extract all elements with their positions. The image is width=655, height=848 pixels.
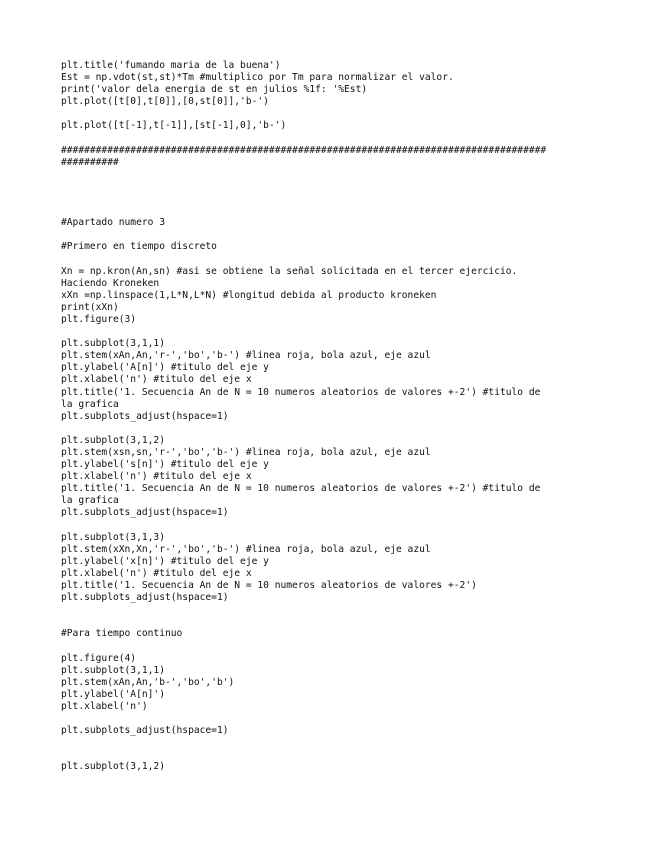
code-line: xXn =np.linspace(1,L*N,L*N) #longitud debida al producto kroneken [61, 289, 437, 301]
code-line: plt.ylabel('A[n]') #titulo del eje y [61, 362, 269, 374]
code-line: plt.title('1. Secuencia An de N = 10 numeros aleatorios de valores +-2') [61, 580, 477, 592]
code-line: plt.plot([t[0],t[0]],[0,st[0]],'b-') [61, 96, 269, 108]
code-line: plt.xlabel('n') #titulo del eje x [61, 374, 252, 386]
blank-line [61, 229, 601, 241]
code-line: plt.ylabel('A[n]') [61, 688, 165, 700]
code-line: plt.title('1. Secuencia An de N = 10 numeros aleatorios de valores +-2') #titulo de [61, 483, 541, 495]
blank-line [61, 205, 601, 217]
code-line: la grafica [61, 398, 119, 410]
blank-line [61, 641, 601, 653]
blank-line [61, 108, 601, 120]
blank-line [61, 713, 601, 725]
code-line: plt.ylabel('s[n]') #titulo del eje y [61, 459, 269, 471]
code-line: plt.stem(xXn,Xn,'r-','bo','b-') #linea roja, bola azul, eje azul [61, 543, 431, 555]
code-line: plt.xlabel('n') #titulo del eje x [61, 471, 252, 483]
blank-line [61, 169, 601, 181]
code-line: plt.subplots_adjust(hspace=1) [61, 592, 229, 604]
code-line: plt.subplots_adjust(hspace=1) [61, 725, 229, 737]
code-line: plt.subplot(3,1,2) [61, 761, 165, 773]
blank-line [61, 423, 601, 435]
code-line: #Apartado numero 3 [61, 217, 165, 229]
code-line: plt.stem(xsn,sn,'r-','bo','b-') #linea roja, bola azul, eje azul [61, 447, 431, 458]
code-line: plt.xlabel('n') #titulo del eje x [61, 567, 252, 579]
code-line: plt.plot([t[-1],t[-1]],[st[-1],0],'b-') [61, 120, 287, 132]
code-line: plt.subplots_adjust(hspace=1) [61, 410, 229, 422]
code-line: plt.title('1. Secuencia An de N = 10 numeros aleatorios de valores +-2') #titulo de [61, 386, 541, 398]
code-line: Xn = np.kron(An,sn) #asi se obtiene la señal solicitada en el tercer ejercicio. [61, 265, 518, 277]
code-line: plt.subplot(3,1,2) [61, 434, 165, 446]
code-line: plt.ylabel('x[n]') #titulo del eje y [61, 555, 269, 567]
blank-line [61, 520, 601, 532]
code-line: #################################################################################### [61, 144, 547, 156]
code-listing [61, 60, 601, 774]
code-line: Haciendo Kroneken [61, 277, 160, 289]
blank-line [61, 604, 601, 616]
code-line: plt.stem(xAn,An,'b-','bo','b') [61, 676, 235, 688]
blank-line [61, 749, 601, 761]
code-line: plt.xlabel('n') [61, 700, 148, 712]
code-line: plt.figure(3) [61, 313, 137, 325]
code-line: Est = np.vdot(st,st)*Tm #multiplico por Tm para normalizar el valor. [61, 72, 454, 84]
code-line: ########## [61, 156, 119, 168]
code-line: plt.stem(xAn,An,'r-','bo','b-') #linea roja, bola azul, eje azul [61, 350, 431, 362]
code-line: #Para tiempo continuo [61, 628, 183, 640]
blank-line [61, 737, 601, 749]
code-line: #Primero en tiempo discreto [61, 241, 217, 253]
code-line: plt.figure(4) [61, 652, 137, 664]
blank-line [61, 254, 601, 266]
blank-line [61, 326, 601, 338]
code-line: plt.subplot(3,1,1) [61, 338, 165, 350]
code-line: plt.title('fumando maria de la buena') [61, 60, 281, 71]
code-line: print('valor dela energia de st en julios %1f: '%Est) [61, 84, 368, 96]
code-line: print(xXn) [61, 301, 119, 313]
code-line: plt.subplot(3,1,1) [61, 664, 165, 676]
code-line: la grafica [61, 495, 119, 507]
blank-line [61, 181, 601, 193]
blank-line [61, 616, 601, 628]
code-line: plt.subplots_adjust(hspace=1) [61, 507, 229, 519]
blank-line [61, 193, 601, 205]
code-line: plt.subplot(3,1,3) [61, 531, 165, 543]
blank-line [61, 133, 601, 145]
